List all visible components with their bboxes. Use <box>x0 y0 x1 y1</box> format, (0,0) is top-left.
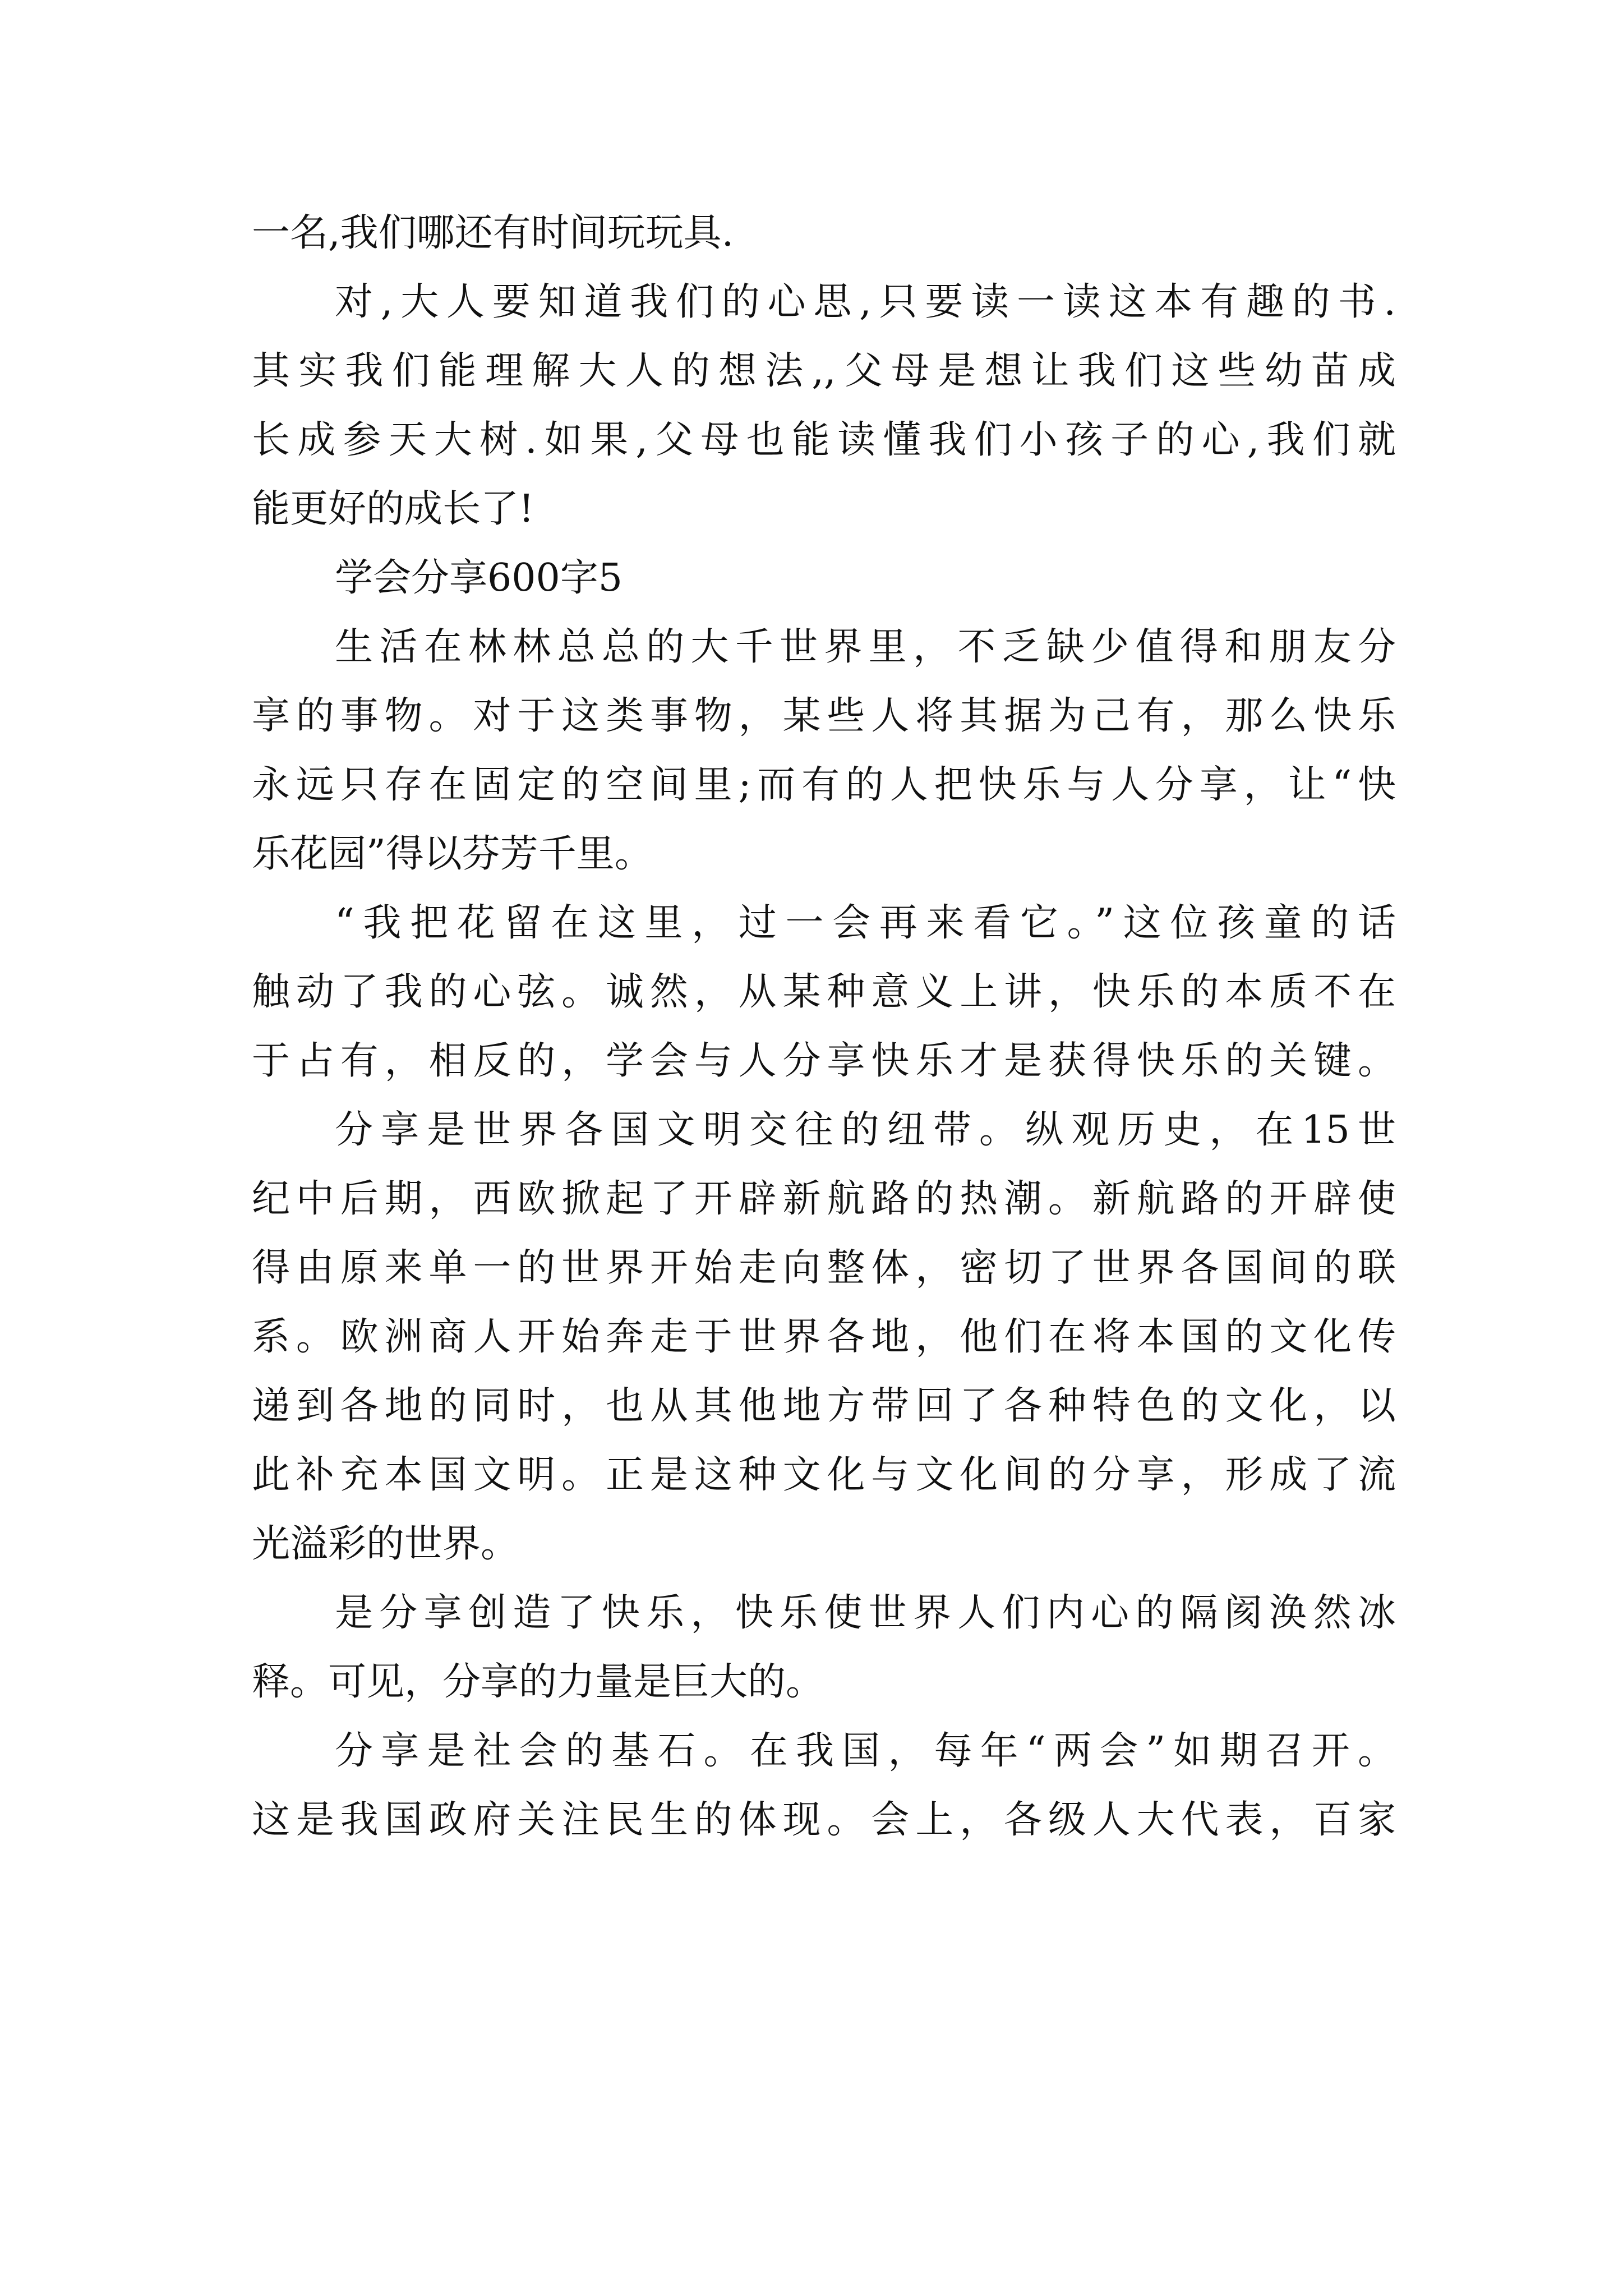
section-heading: 学会分享600字5 <box>335 556 623 600</box>
text-line: 光溢彩的世界。 <box>252 1522 519 1566</box>
text-line: 触动了我的心弦。诚然，从某种意义上讲，快乐的本质不在 <box>252 970 1396 1014</box>
text-line: “我把花留在这里，过一会再来看它。”这位孩童的话 <box>335 901 1396 945</box>
text-line: 对,大人要知道我们的心思,只要读一读这本有趣的书. <box>335 280 1396 324</box>
text-line: 释。可见，分享的力量是巨大的。 <box>252 1660 824 1704</box>
text-line: 一名,我们哪还有时间玩玩具. <box>252 211 734 255</box>
text-line: 得由原来单一的世界开始走向整体，密切了世界各国间的联 <box>252 1246 1396 1290</box>
text-line: 能更好的成长了! <box>252 487 534 531</box>
text-line: 于占有，相反的，学会与人分享快乐才是获得快乐的关键。 <box>252 1039 1396 1083</box>
text-line: 长成参天大树.如果,父母也能读懂我们小孩子的心,我们就 <box>252 418 1396 462</box>
text-line: 永远只存在固定的空间里;而有的人把快乐与人分享，让“快 <box>252 763 1396 807</box>
text-line: 享的事物。对于这类事物，某些人将其据为己有，那么快乐 <box>252 694 1396 738</box>
document-body <box>252 199 1396 1855</box>
text-line: 是分享创造了快乐，快乐使世界人们内心的隔阂涣然冰 <box>335 1591 1396 1635</box>
text-line: 此补充本国文明。正是这种文化与文化间的分享，形成了流 <box>252 1453 1396 1497</box>
text-line: 分享是世界各国文明交往的纽带。纵观历史，在15世 <box>335 1108 1396 1152</box>
text-line: 递到各地的同时，也从其他地方带回了各种特色的文化，以 <box>252 1384 1396 1428</box>
text-line: 其实我们能理解大人的想法,,父母是想让我们这些幼苗成 <box>252 349 1396 393</box>
text-line: 系。欧洲商人开始奔走于世界各地，他们在将本国的文化传 <box>252 1315 1396 1359</box>
text-line: 分享是社会的基石。在我国，每年“两会”如期召开。 <box>335 1729 1396 1773</box>
text-line: 这是我国政府关注民生的体现。会上，各级人大代表，百家 <box>252 1798 1396 1842</box>
text-line: 生活在林林总总的大千世界里，不乏缺少值得和朋友分 <box>335 625 1396 669</box>
text-line: 纪中后期，西欧掀起了开辟新航路的热潮。新航路的开辟使 <box>252 1177 1396 1221</box>
text-line: 乐花园”得以芬芳千里。 <box>252 832 653 876</box>
